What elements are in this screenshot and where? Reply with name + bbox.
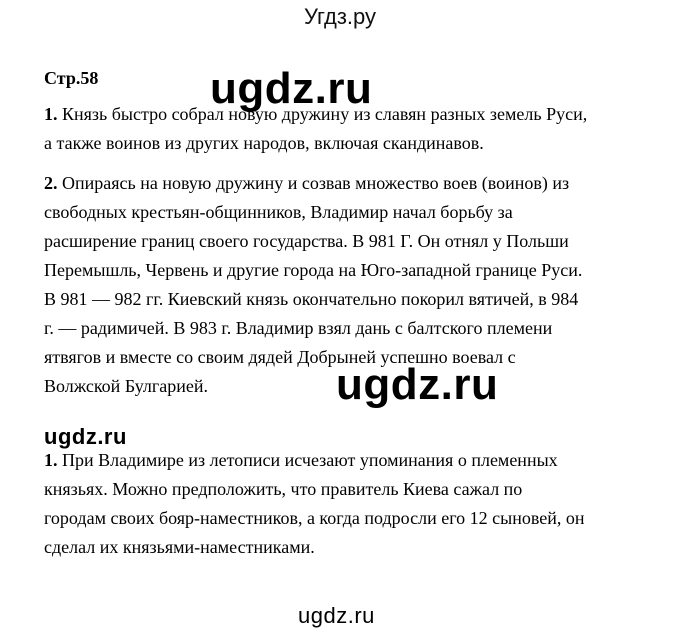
paragraph-line: свободных крестьян-общинников, Владимир начал борьбу за (44, 202, 513, 222)
site-title: Угдз.ру (303, 4, 377, 29)
paragraph-line: 1. При Владимире из летописи исчезают упоминания о племенных (44, 450, 558, 470)
page-label: Стр.58 (44, 68, 99, 88)
paragraph-number: 2. (44, 173, 58, 193)
watermark-middle: ugdz.ru (336, 360, 499, 409)
answer-paragraph-3 (44, 446, 644, 562)
paragraph-line: Волжской Булгарией. (44, 376, 209, 396)
paragraph-line: В 981 — 982 гг. Киевский князь окончательно покорил вятичей, в 984 (44, 289, 579, 309)
paragraph-line: 2. Опираясь на новую дружину и созвав множество воев (воинов) из (44, 173, 570, 193)
watermark-top: ugdz.ru (210, 64, 373, 113)
paragraph-line: сделал их князьями-наместниками. (44, 537, 315, 557)
paragraph-line: Перемышль, Червень и другие города на Юго-западной границе Руси. (44, 260, 583, 280)
watermark-left: ugdz.ru (44, 424, 127, 449)
paragraph-line: г. — радимичей. В 983 г. Владимир взял дань с балтского племени (44, 318, 553, 338)
paragraph-line: 1. Князь быстро собрал новую дружину из славян разных земель Руси, (44, 104, 588, 124)
paragraph-number: 1. (44, 104, 58, 124)
paragraph-line: ятвягов и вместе со своим дядей Добрыней успешно воевал с (44, 347, 516, 367)
watermark-bottom: ugdz.ru (298, 603, 375, 628)
paragraph-line: расширение границ своего государства. В 981 Г. Он отнял у Польши (44, 231, 569, 251)
paragraph-line: а также воинов из других народов, включая скандинавов. (44, 133, 484, 153)
paragraph-line: городам своих бояр-наместников, а когда подросли его 12 сыновей, он (44, 508, 585, 528)
paragraph-line: князьях. Можно предположить, что правитель Киева сажал по (44, 479, 523, 499)
paragraph-number: 1. (44, 450, 58, 470)
